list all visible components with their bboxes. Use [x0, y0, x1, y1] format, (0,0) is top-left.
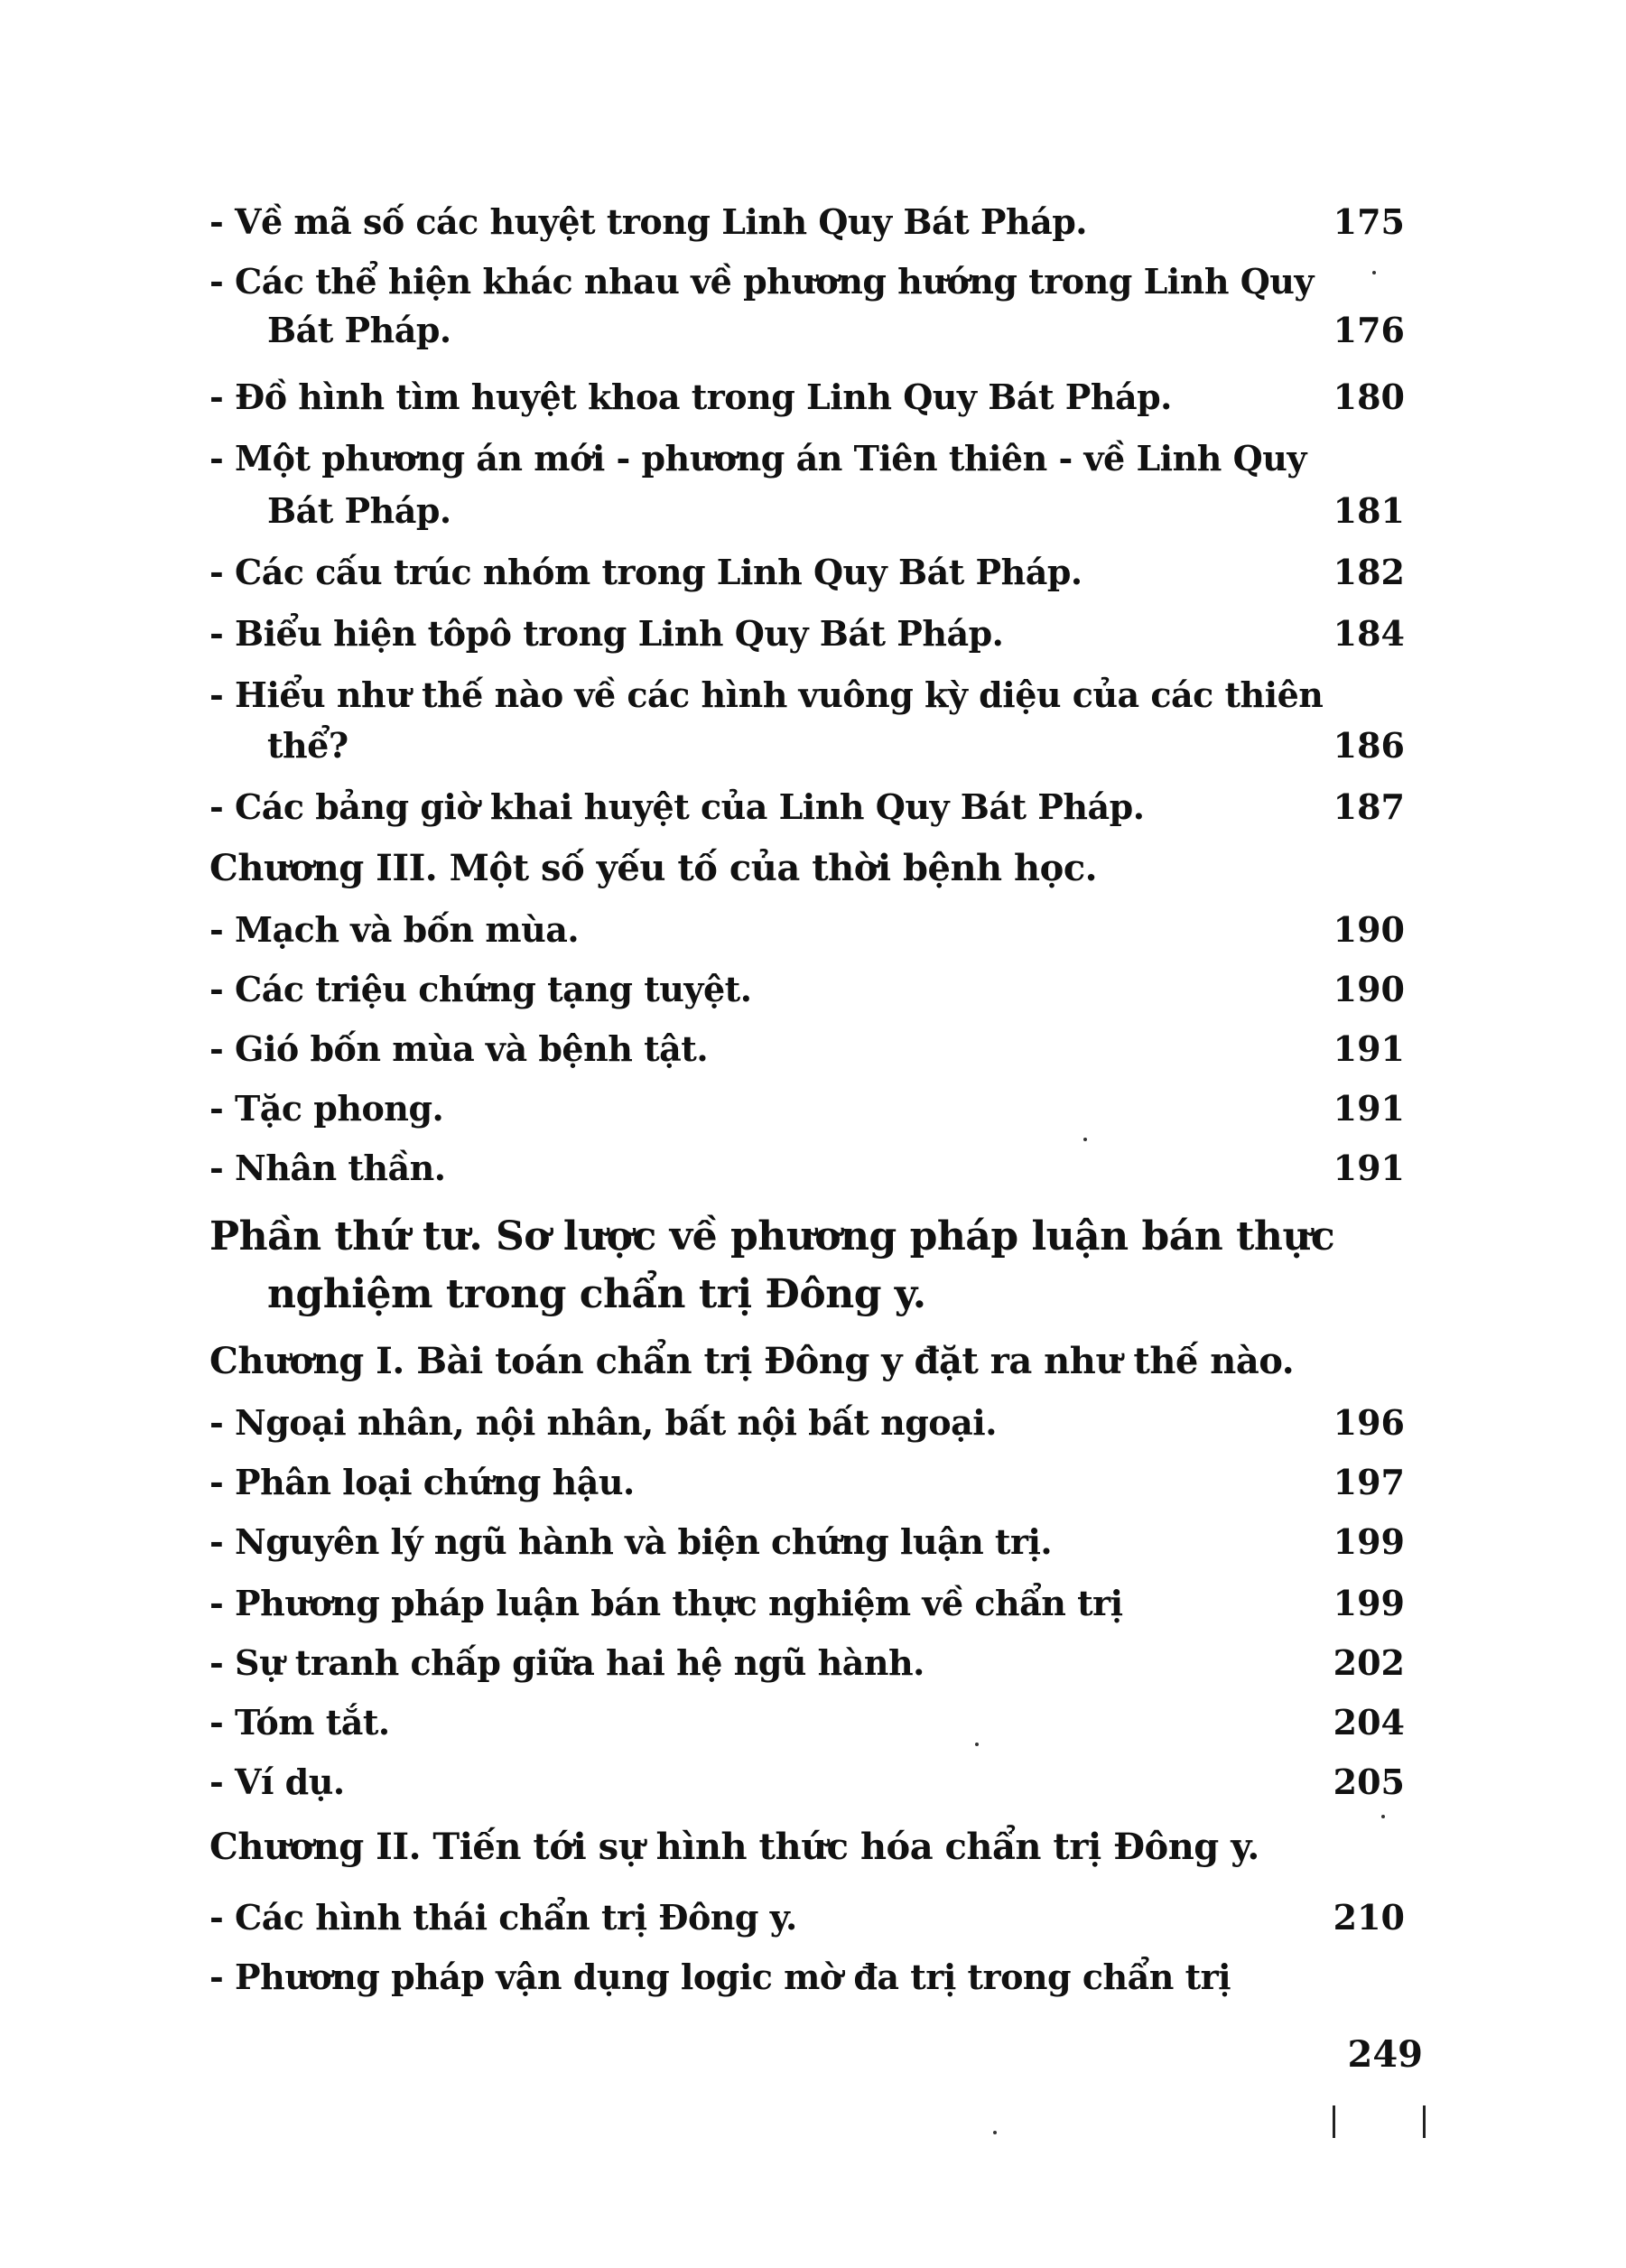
toc-entry [0, 1455, 1626, 1510]
toc-entry-page: 190 [1333, 909, 1405, 950]
toc-entry-text: - Tặc phong. [209, 1088, 444, 1129]
toc-entry-text: - Một phương án mới - phương án Tiên thiên - về Linh Quy [209, 438, 1306, 479]
toc-entry-text: - Phân loại chứng hậu. [209, 1462, 635, 1502]
page-number: 249 [1347, 2033, 1423, 2076]
chapter-heading-text: Chương I. Bài toán chẩn trị Đông y đặt ra như thế nào. [209, 1340, 1295, 1382]
toc-entry-text: - Các thể hiện khác nhau về phương hướng trong Linh Quy [209, 261, 1315, 302]
toc-entry-text: - Ngoại nhân, nội nhân, bất nội bất ngoại. [209, 1402, 997, 1443]
toc-entry [0, 668, 1626, 722]
toc-entry-text: - Nguyên lý ngũ hành và biện chứng luận trị. [209, 1521, 1053, 1562]
toc-entry-page: 210 [1333, 1897, 1405, 1938]
toc-entry-continuation [0, 484, 1626, 538]
toc-entry [0, 607, 1626, 661]
toc-entry [0, 962, 1626, 1017]
toc-entry-text: - Nhân thần. [209, 1148, 446, 1188]
toc-entry [0, 1950, 1626, 2004]
page-edge-marks [1333, 2105, 1432, 2142]
toc-entry [0, 370, 1626, 424]
toc-entry-text: - Các hình thái chẩn trị Đông y. [209, 1897, 797, 1938]
toc-entry-page: 191 [1333, 1148, 1405, 1188]
toc-entry [0, 1022, 1626, 1076]
toc-entry-page: 184 [1333, 613, 1405, 654]
toc-entry-text: - Phương pháp vận dụng logic mờ đa trị trong chẩn trị [209, 1957, 1231, 1997]
toc-entry-text: - Sự tranh chấp giữa hai hệ ngũ hành. [209, 1642, 924, 1683]
toc-entry [0, 1576, 1626, 1631]
toc-entry-page: 175 [1333, 201, 1405, 242]
toc-entry [0, 1755, 1626, 1809]
toc-entry-page: 180 [1333, 376, 1405, 417]
scan-speck [1381, 1815, 1385, 1818]
toc-entry-page: 204 [1333, 1702, 1405, 1743]
toc-entry-page: 199 [1333, 1521, 1405, 1562]
toc-entry-page: 182 [1333, 552, 1405, 592]
toc-entry-page: 196 [1333, 1402, 1405, 1443]
toc-entry-page: 197 [1333, 1462, 1405, 1502]
toc-entry [0, 545, 1626, 600]
toc-entry-text: Bát Pháp. [267, 310, 451, 350]
toc-entry [0, 1515, 1626, 1569]
toc-entry [0, 903, 1626, 957]
toc-entry [0, 1696, 1626, 1750]
part-heading-continuation [0, 1268, 1626, 1322]
toc-entry-page: 181 [1333, 490, 1405, 531]
toc-entry-text: - Mạch và bốn mùa. [209, 909, 580, 950]
toc-entry-text: - Gió bốn mùa và bệnh tật. [209, 1028, 709, 1069]
toc-entry-continuation [0, 303, 1626, 358]
part-heading-text: nghiệm trong chẩn trị Đông y. [267, 1271, 926, 1317]
toc-entry-text: Bát Pháp. [267, 490, 451, 531]
toc-entry-text: - Các bảng giờ khai huyệt của Linh Quy Bát Pháp. [209, 786, 1145, 827]
toc-entry-page: 199 [1333, 1583, 1405, 1623]
toc-entry [0, 1891, 1626, 1945]
edge-tick [1423, 2105, 1426, 2138]
toc-entry [0, 1636, 1626, 1690]
toc-entry [0, 1082, 1626, 1136]
toc-entry [0, 195, 1626, 249]
toc-entry-page: 186 [1333, 725, 1405, 766]
toc-entry-page: 191 [1333, 1028, 1405, 1069]
toc-entry-text: - Phương pháp luận bán thực nghiệm về chẩn trị [209, 1583, 1123, 1623]
toc-entry [0, 1396, 1626, 1450]
toc-entry-page: 205 [1333, 1761, 1405, 1802]
scan-speck [1372, 271, 1376, 274]
toc-entry-text: - Tóm tắt. [209, 1702, 390, 1743]
chapter-heading [0, 841, 1626, 896]
scan-speck [993, 2131, 997, 2134]
edge-tick [1333, 2105, 1335, 2138]
part-heading-text: Phần thứ tư. Sơ lược về phương pháp luận bán thực [209, 1213, 1335, 1259]
toc-entry-page: 191 [1333, 1088, 1405, 1129]
toc-entry-text: - Biểu hiện tôpô trong Linh Quy Bát Pháp. [209, 613, 1004, 654]
toc-entry-text: - Các triệu chứng tạng tuyệt. [209, 969, 752, 1009]
toc-entry-text: - Đồ hình tìm huyệt khoa trong Linh Quy Bát Pháp. [209, 376, 1172, 417]
part-heading [0, 1210, 1626, 1264]
toc-entry-text: - Ví dụ. [209, 1761, 345, 1802]
toc-entry-text: thể? [267, 725, 348, 766]
toc-entry-text: - Các cấu trúc nhóm trong Linh Quy Bát Pháp. [209, 552, 1082, 592]
toc-entry [0, 1141, 1626, 1195]
chapter-heading-text: Chương III. Một số yếu tố của thời bệnh học. [209, 847, 1098, 889]
toc-entry [0, 432, 1626, 486]
toc-entry [0, 255, 1626, 309]
chapter-heading [0, 1820, 1626, 1874]
toc-entry [0, 780, 1626, 834]
scan-speck [1083, 1138, 1087, 1141]
chapter-heading [0, 1334, 1626, 1389]
chapter-heading-text: Chương II. Tiến tới sự hình thức hóa chẩn trị Đông y. [209, 1826, 1259, 1868]
toc-entry-page: 187 [1333, 786, 1405, 827]
scan-speck [975, 1743, 979, 1746]
toc-entry-continuation [0, 719, 1626, 773]
toc-entry-text: - Hiểu như thế nào về các hình vuông kỳ diệu của các thiên [209, 674, 1324, 715]
toc-entry-page: 176 [1333, 310, 1405, 350]
toc-entry-page: 202 [1333, 1642, 1405, 1683]
toc-entry-page: 190 [1333, 969, 1405, 1009]
toc-entry-text: - Về mã số các huyệt trong Linh Quy Bát Pháp. [209, 201, 1088, 242]
